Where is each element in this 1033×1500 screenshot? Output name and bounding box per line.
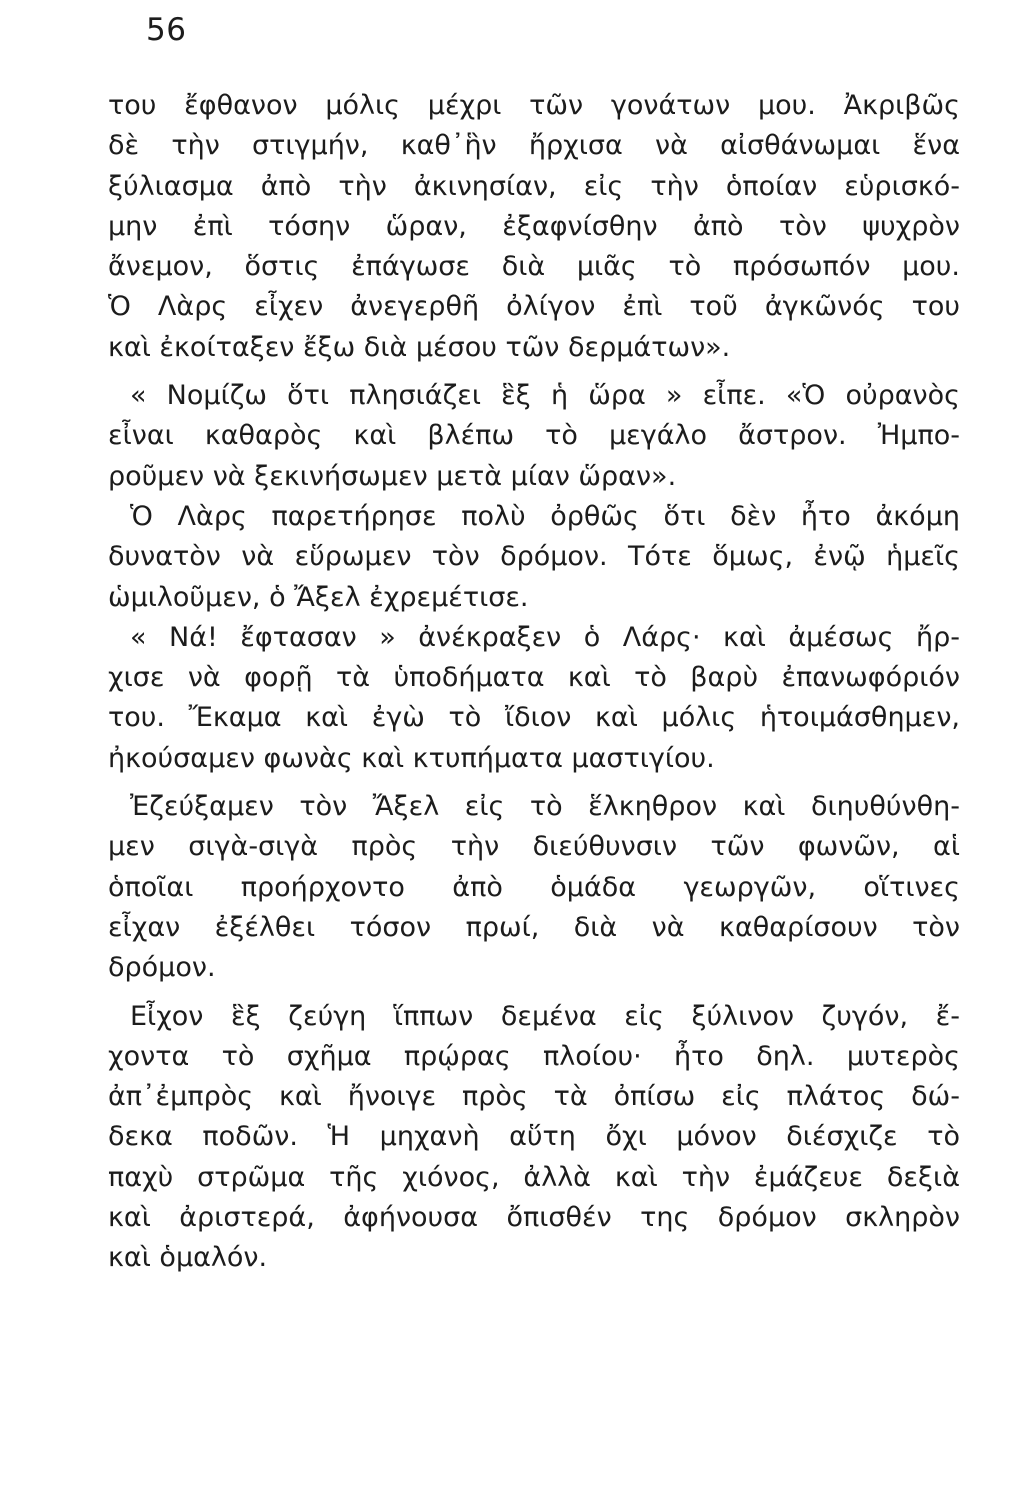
text-line: ροῦμεν νὰ ξεκινήσωμεν μετὰ μίαν ὥραν». xyxy=(108,460,677,492)
text-line: ἠκούσαμεν φωνὰς καὶ κτυπήματα μαστιγίου. xyxy=(108,742,715,774)
text-line: του. Ἔκαμα καὶ ἐγὼ τὸ ἴδιον καὶ μόλις ἡτοιμάσθημεν, xyxy=(108,702,960,734)
body-text xyxy=(108,86,960,1279)
paragraph xyxy=(108,787,960,988)
page-number: 56 xyxy=(146,12,187,48)
text-line: δυνατὸν νὰ εὕρωμεν τὸν δρόμον. Τότε ὅμως, ἐνῷ ἡμεῖς xyxy=(108,541,960,573)
text-line: ἀπ᾽ἐμπρὸς καὶ ἤνοιγε πρὸς τὰ ὀπίσω εἰς πλάτος δώ- xyxy=(108,1081,960,1113)
text-line: χισε νὰ φορῇ τὰ ὑποδήματα καὶ τὸ βαρὺ ἐπανωφόριόν xyxy=(108,662,960,694)
text-line: χοντα τὸ σχῆμα πρῴρας πλοίου· ἦτο δηλ. μυτερὸς xyxy=(108,1040,960,1072)
text-line: ἄνεμον, ὅστις ἐπάγωσε διὰ μιᾶς τὸ πρόσωπόν μου. xyxy=(108,251,960,283)
text-line: Ὁ Λὰρς παρετήρησε πολὺ ὀρθῶς ὅτι δὲν ἦτο ἀκόμη xyxy=(130,500,960,532)
text-line: « Νομίζω ὅτι πλησιάζει ἓξ ἡ ὥρα » εἶπε. «Ὁ οὐρανὸς xyxy=(130,380,960,412)
text-line: του ἔφθανον μόλις μέχρι τῶν γονάτων μου. Ἀκριβῶς xyxy=(108,90,960,121)
text-line: « Νά! ἔφτασαν » ἀνέκραξεν ὁ Λάρς· καὶ ἀμέσως ἤρ- xyxy=(130,621,960,653)
text-line: Ὁ Λὰρς εἶχεν ἀνεγερθῆ ὀλίγον ἐπὶ τοῦ ἀγκῶνός του xyxy=(108,291,960,323)
text-line: δὲ τὴν στιγμήν, καθ᾽ἣν ἤρχισα νὰ αἰσθάνωμαι ἕνα xyxy=(108,130,960,162)
text-line: καὶ ὁμαλόν. xyxy=(108,1242,268,1274)
text-line: εἶχαν ἐξέλθει τόσον πρωί, διὰ νὰ καθαρίσουν τὸν xyxy=(108,911,960,943)
text-line: Ἐζεύξαμεν τὸν Ἄξελ εἰς τὸ ἕλκηθρον καὶ διηυθύνθη- xyxy=(130,791,960,823)
text-line: μεν σιγὰ-σιγὰ πρὸς τὴν διεύθυνσιν τῶν φωνῶν, αἱ xyxy=(108,831,960,863)
text-line: καὶ ἀριστερά, ἀφήνουσα ὄπισθέν της δρόμον σκληρὸν xyxy=(108,1202,960,1234)
text-line: παχὺ στρῶμα τῆς χιόνος, ἀλλὰ καὶ τὴν ἐμάζευε δεξιὰ xyxy=(108,1161,960,1193)
paragraph xyxy=(108,86,960,368)
text-line: καὶ ἐκοίταξεν ἔξω διὰ μέσου τῶν δερμάτων». xyxy=(108,331,731,363)
text-line: εἶναι καθαρὸς καὶ βλέπω τὸ μεγάλο ἄστρον. Ἠμπο- xyxy=(108,420,960,452)
text-line: μην ἐπὶ τόσην ὥραν, ἐξαφνίσθην ἀπὸ τὸν ψυχρὸν xyxy=(108,210,960,242)
paragraph xyxy=(108,618,960,779)
text-line: ξύλιασμα ἀπὸ τὴν ἀκινησίαν, εἰς τὴν ὁποίαν εὑρισκό- xyxy=(108,170,960,202)
paragraph xyxy=(108,997,960,1279)
paragraph xyxy=(108,376,960,497)
text-line: ὁποῖαι προήρχοντο ἀπὸ ὁμάδα γεωργῶν, οἵτινες xyxy=(108,871,960,903)
text-line: δρόμον. xyxy=(108,952,216,984)
text-line: ὡμιλοῦμεν, ὁ Ἄξελ ἐχρεμέτισε. xyxy=(108,581,529,613)
text-line: Εἶχον ἓξ ζεύγη ἵππων δεμένα εἰς ξύλινον ζυγόν, ἔ- xyxy=(130,1000,960,1032)
text-line: δεκα ποδῶν. Ἡ μηχανὴ αὕτη ὄχι μόνον διέσχιζε τὸ xyxy=(108,1121,960,1153)
paragraph xyxy=(108,497,960,618)
